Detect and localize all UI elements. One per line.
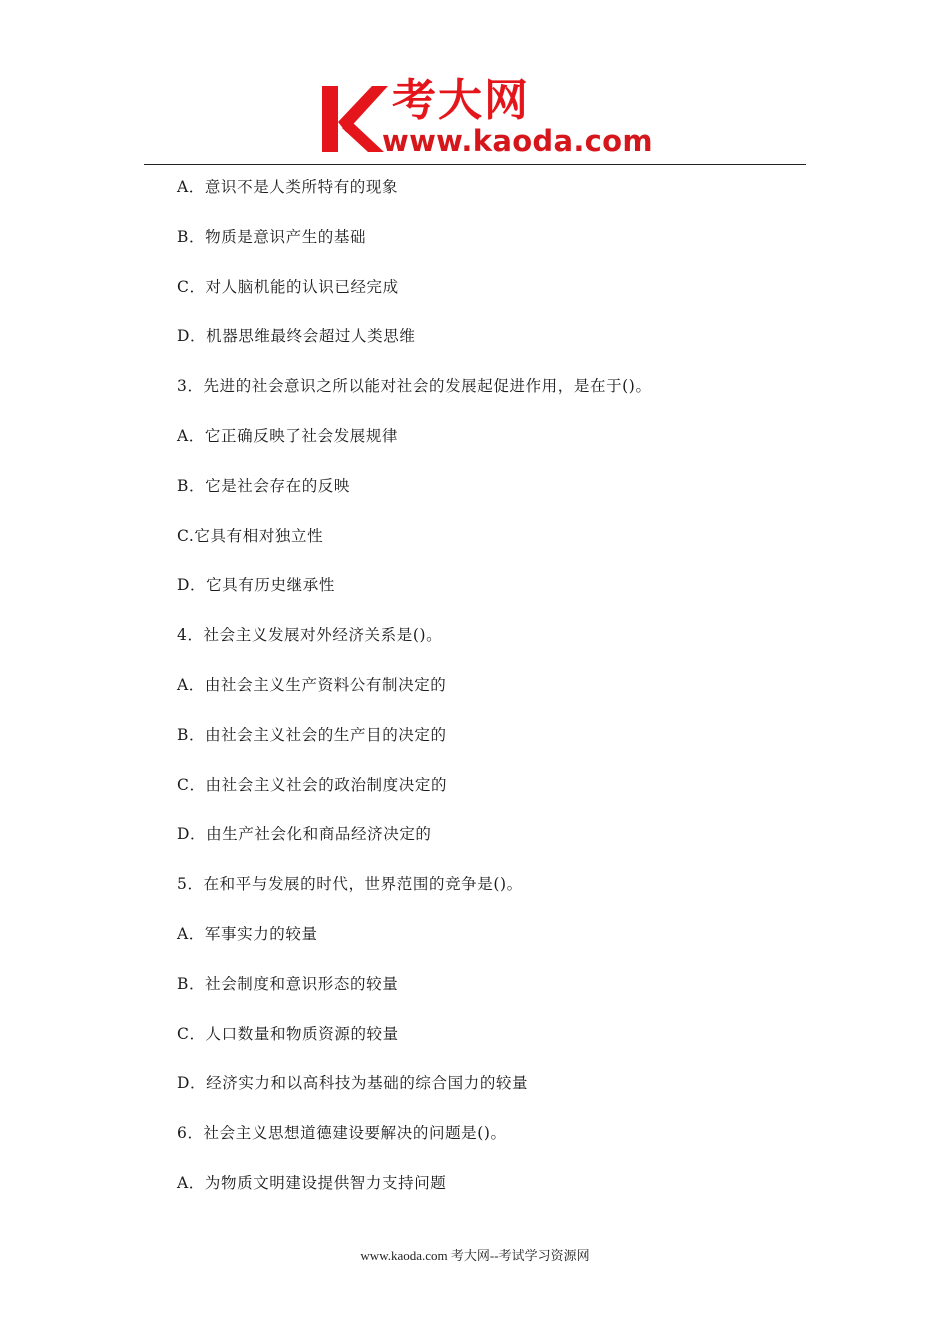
text-line: D．由生产社会化和商品经济决定的 <box>177 825 432 844</box>
text-line: C.它具有相对独立性 <box>177 526 324 545</box>
text-line: B．由社会主义社会的生产目的决定的 <box>177 725 447 744</box>
text-line: A．军事实力的较量 <box>177 924 318 943</box>
page-footer: www.kaoda.com 考大网--考试学习资源网 <box>360 1248 590 1263</box>
kaoda-logo <box>318 75 653 162</box>
logo-url-text: www.kaoda.com <box>382 124 653 158</box>
question-list <box>177 174 652 1220</box>
text-line: B．社会制度和意识形态的较量 <box>177 974 399 993</box>
header-divider <box>144 164 806 165</box>
text-line: A．它正确反映了社会发展规律 <box>177 426 399 445</box>
text-line: B．物质是意识产生的基础 <box>177 227 367 246</box>
text-line: D．经济实力和以高科技为基础的综合国力的较量 <box>177 1074 529 1093</box>
text-line: D．机器思维最终会超过人类思维 <box>177 327 416 346</box>
text-line: C．由社会主义社会的政治制度决定的 <box>177 775 448 794</box>
text-line: A．意识不是人类所特有的现象 <box>177 178 399 196</box>
logo-brand-text: 考大网 <box>392 75 530 126</box>
question-line: 3．先进的社会意识之所以能对社会的发展起促进作用，是在于()。 <box>177 377 652 396</box>
question-line: 4．社会主义发展对外经济关系是()。 <box>177 626 443 645</box>
question-line: 6．社会主义思想道德建设要解决的问题是()。 <box>177 1124 507 1143</box>
text-line: B．它是社会存在的反映 <box>177 476 350 495</box>
text-line: A．由社会主义生产资料公有制决定的 <box>177 675 447 694</box>
text-line: C．对人脑机能的认识已经完成 <box>177 277 399 296</box>
text-line: C．人口数量和物质资源的较量 <box>177 1024 399 1043</box>
k-logo-icon <box>318 82 388 156</box>
text-line: A．为物质文明建设提供智力支持问题 <box>177 1173 447 1192</box>
text-line: D．它具有历史继承性 <box>177 576 335 595</box>
question-line: 5．在和平与发展的时代，世界范围的竞争是()。 <box>177 875 523 894</box>
